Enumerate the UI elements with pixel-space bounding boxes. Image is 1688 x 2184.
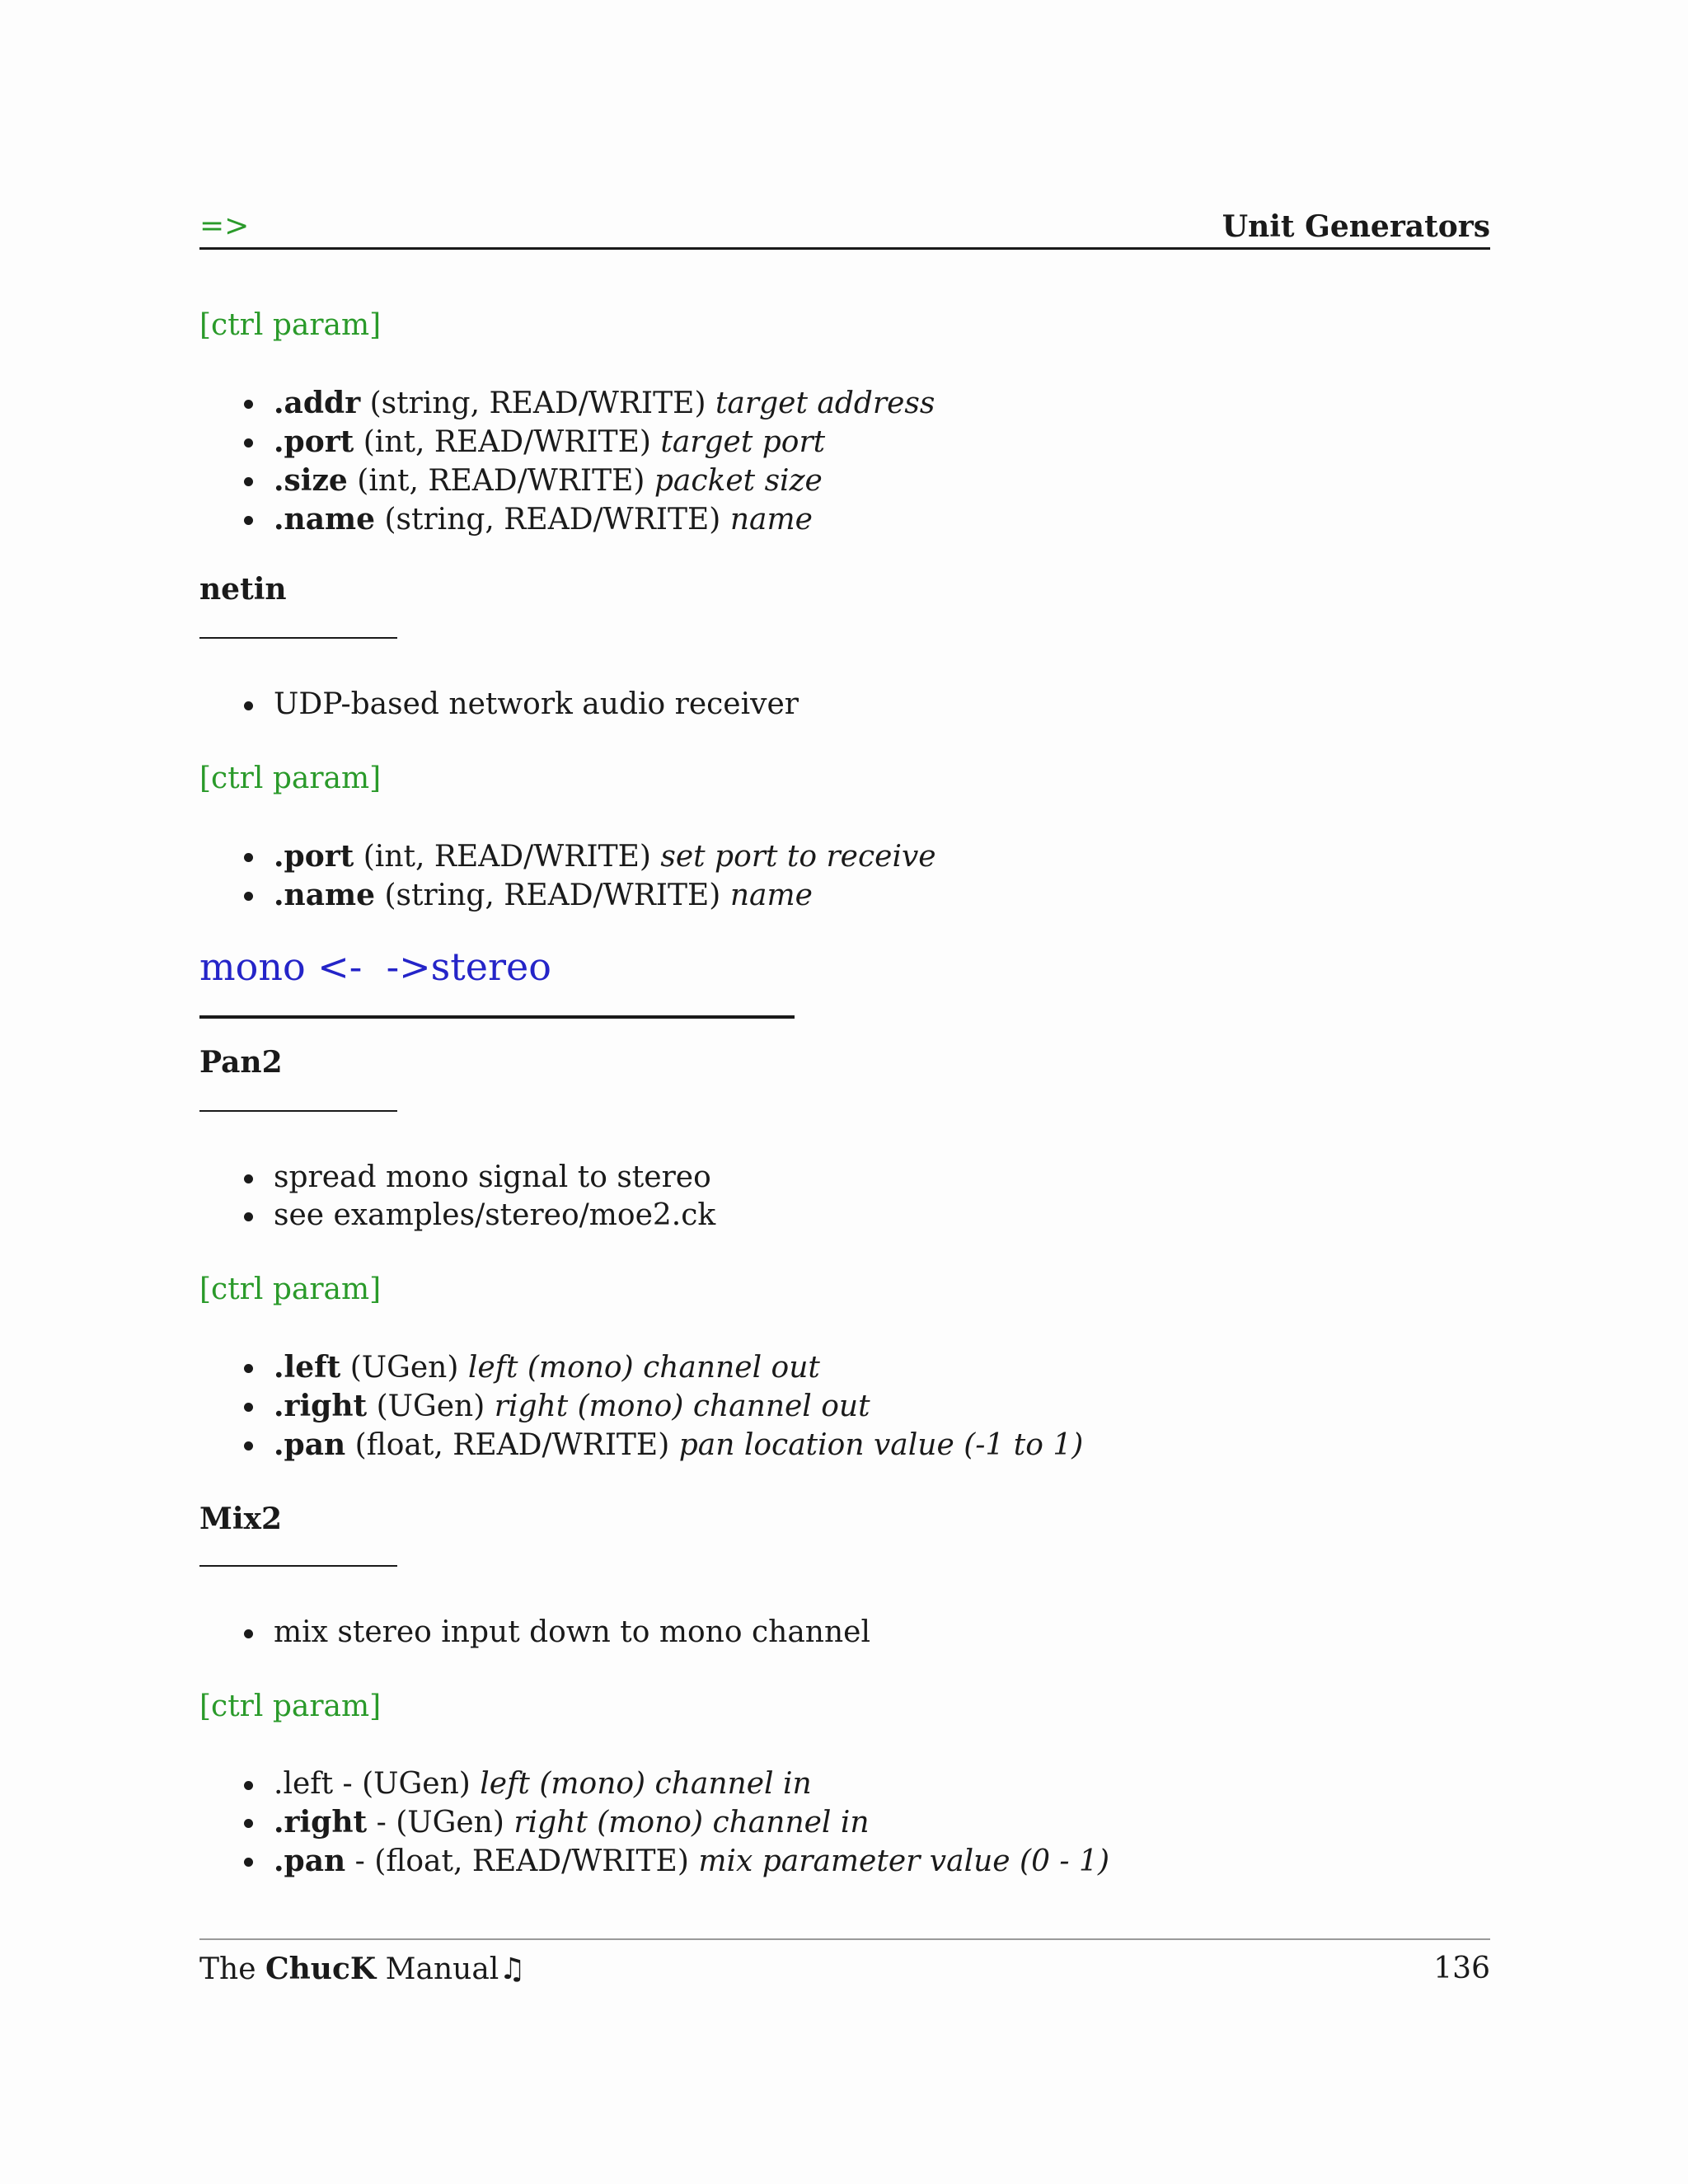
netout-param-list: [239, 384, 935, 539]
param-desc: left (mono) channel in: [480, 1767, 812, 1801]
param-name: .right: [274, 1805, 368, 1840]
param-name: .left: [274, 1767, 334, 1801]
netin-description-list: [239, 686, 799, 724]
param-name: .size: [274, 463, 348, 498]
list-item: see examples/stereo/moe2.ck: [239, 1197, 715, 1235]
netin-title-rule: [199, 637, 397, 639]
list-item: spread mono signal to stereo: [239, 1159, 715, 1197]
param-type: (int, READ/WRITE): [363, 840, 651, 874]
pan2-title-rule: [199, 1110, 397, 1112]
param-type: (float, READ/WRITE): [374, 1844, 689, 1878]
list-item: [239, 837, 936, 876]
section-title: mono <- ->stereo: [199, 944, 551, 989]
page-number: 136: [1433, 1952, 1490, 1985]
pan2-title: Pan2: [199, 1045, 283, 1080]
param-name: .addr: [274, 386, 361, 420]
header-rule: [199, 247, 1490, 250]
param-name: .pan: [274, 1427, 346, 1462]
footer-suffix: Manual♫: [385, 1952, 526, 1986]
list-item: [239, 1426, 1083, 1465]
list-item: [239, 1348, 1083, 1387]
param-name: .pan: [274, 1844, 346, 1878]
list-item: [239, 384, 935, 423]
section-rule: [199, 1015, 795, 1019]
footer-manual-title: [199, 1952, 526, 1986]
list-item: [239, 462, 935, 500]
footer-brand: ChucK: [265, 1952, 377, 1986]
header-operator: =>: [199, 209, 250, 243]
param-type: (float, READ/WRITE): [354, 1428, 670, 1462]
param-name: .right: [274, 1389, 368, 1423]
param-type: (UGen): [396, 1806, 504, 1840]
param-desc: target address: [715, 387, 935, 420]
param-type: (string, READ/WRITE): [384, 503, 721, 537]
list-item: [239, 876, 936, 915]
param-desc: set port to receive: [660, 840, 936, 874]
param-desc: packet size: [654, 464, 823, 498]
param-separator: -: [376, 1806, 387, 1840]
param-type: (int, READ/WRITE): [363, 425, 651, 459]
param-desc: target port: [660, 425, 826, 459]
param-type: (UGen): [376, 1390, 485, 1423]
param-type: (string, READ/WRITE): [384, 879, 721, 912]
param-separator: -: [354, 1844, 365, 1878]
param-desc: pan location value (-1 to 1): [678, 1428, 1084, 1462]
list-item: UDP-based network audio receiver: [239, 686, 799, 724]
param-type: (int, READ/WRITE): [357, 464, 645, 498]
param-name: .left: [274, 1350, 341, 1385]
param-name: .name: [274, 878, 376, 912]
list-item: [239, 1387, 1083, 1426]
mix2-description-list: [239, 1614, 870, 1652]
list-item: [239, 1842, 1109, 1881]
netin-title: netin: [199, 572, 287, 607]
param-desc: right (mono) channel in: [513, 1806, 870, 1840]
list-item: mix stereo input down to mono channel: [239, 1614, 870, 1652]
mix2-title: Mix2: [199, 1502, 283, 1536]
param-separator: -: [342, 1767, 353, 1801]
param-type: (UGen): [362, 1767, 471, 1801]
netin-param-list: [239, 837, 936, 915]
param-desc: right (mono) channel out: [494, 1390, 870, 1423]
param-name: .port: [274, 424, 354, 459]
pan2-param-list: [239, 1348, 1083, 1465]
pan2-description-list: [239, 1159, 715, 1235]
list-item: [239, 423, 935, 462]
list-item: [239, 500, 935, 539]
footer-prefix: The: [199, 1952, 256, 1986]
list-item: [239, 1765, 1109, 1803]
netin-ctrl-param-label: [ctrl param]: [199, 762, 382, 795]
mix2-ctrl-param-label: [ctrl param]: [199, 1690, 382, 1723]
mix2-title-rule: [199, 1565, 397, 1567]
list-item: [239, 1803, 1109, 1842]
netout-ctrl-param-label: [ctrl param]: [199, 308, 382, 342]
page-header: [199, 209, 1490, 252]
param-desc: name: [729, 503, 813, 537]
pan2-ctrl-param-label: [ctrl param]: [199, 1272, 382, 1306]
mix2-param-list: [239, 1765, 1109, 1881]
param-name: .name: [274, 502, 376, 537]
header-chapter-title: Unit Generators: [1221, 209, 1490, 244]
param-name: .port: [274, 839, 354, 874]
param-desc: mix parameter value (0 - 1): [698, 1844, 1109, 1878]
param-desc: left (mono) channel out: [467, 1351, 820, 1385]
footer-rule: [199, 1938, 1490, 1940]
param-type: (string, READ/WRITE): [369, 387, 706, 420]
param-type: (UGen): [349, 1351, 459, 1385]
param-desc: name: [729, 879, 813, 912]
